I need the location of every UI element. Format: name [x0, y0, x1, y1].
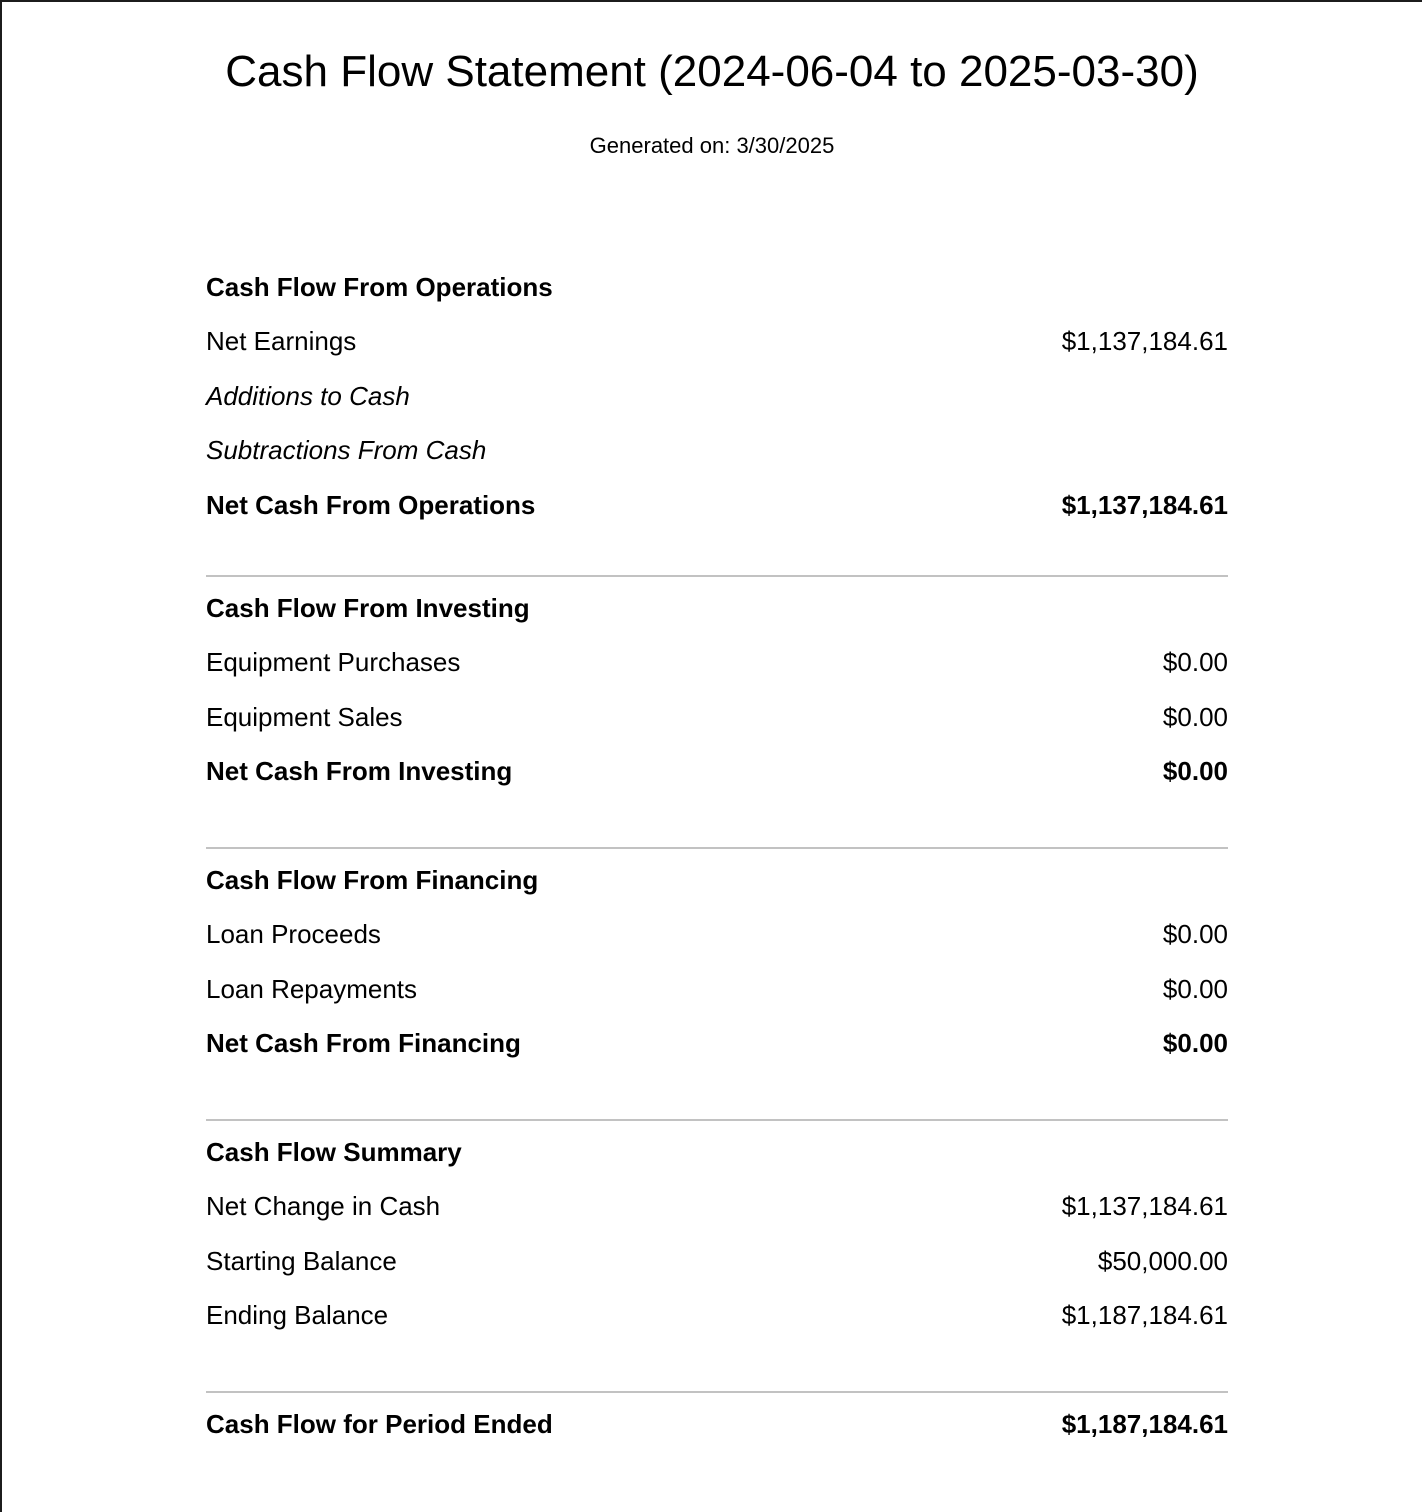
section-heading — [206, 260, 1228, 315]
section-heading — [206, 853, 1228, 908]
line-item — [206, 690, 1228, 745]
summary-section — [206, 1125, 1228, 1343]
line-item-label: Equipment Purchases — [206, 647, 461, 678]
section-divider — [206, 1119, 1228, 1121]
section-total-label: Net Cash From Operations — [206, 489, 536, 520]
line-item-amount: $50,000.00 — [1097, 1245, 1228, 1276]
financing-section — [206, 853, 1228, 1071]
section-heading-label: Cash Flow From Financing — [206, 864, 539, 895]
line-item-amount: $1,137,184.61 — [1061, 326, 1228, 357]
line-item — [206, 1234, 1228, 1289]
section-total — [206, 1017, 1228, 1072]
line-item-amount: $1,137,184.61 — [1061, 1191, 1228, 1222]
subheading-row — [206, 369, 1228, 424]
section-heading-label: Cash Flow Summary — [206, 1136, 462, 1167]
investing-section — [206, 581, 1228, 799]
final-total-section — [206, 1397, 1228, 1452]
line-item-label: Net Change in Cash — [206, 1191, 441, 1222]
line-item — [206, 962, 1228, 1017]
line-item-label: Starting Balance — [206, 1245, 397, 1276]
subheading-label: Subtractions From Cash — [206, 435, 487, 466]
line-item — [206, 315, 1228, 370]
final-total-amount: $1,187,184.61 — [1061, 1408, 1228, 1439]
line-item-label: Net Earnings — [206, 326, 357, 357]
section-divider — [206, 847, 1228, 849]
subheading-label: Additions to Cash — [206, 380, 410, 411]
page-title: Cash Flow Statement (2024-06-04 to 2025-03-30) — [225, 47, 1199, 96]
subheading-row — [206, 424, 1228, 479]
line-item-label: Ending Balance — [206, 1300, 389, 1331]
section-total-amount: $0.00 — [1162, 1028, 1228, 1059]
section-total — [206, 745, 1228, 800]
line-item-label: Equipment Sales — [206, 701, 403, 732]
line-item-amount: $1,187,184.61 — [1061, 1300, 1228, 1331]
final-total — [206, 1397, 1228, 1452]
line-item-label: Loan Proceeds — [206, 919, 381, 950]
line-item-amount: $0.00 — [1162, 647, 1228, 678]
final-total-label: Cash Flow for Period Ended — [206, 1408, 553, 1439]
section-total-amount: $1,137,184.61 — [1061, 489, 1228, 520]
line-item-amount: $0.00 — [1162, 701, 1228, 732]
section-total-amount: $0.00 — [1162, 756, 1228, 787]
line-item — [206, 1289, 1228, 1344]
section-heading-label: Cash Flow From Operations — [206, 271, 553, 302]
section-total — [206, 478, 1228, 533]
section-total-label: Net Cash From Investing — [206, 756, 513, 787]
line-item-amount: $0.00 — [1162, 919, 1228, 950]
section-divider — [206, 1391, 1228, 1393]
line-item — [206, 636, 1228, 691]
section-heading-label: Cash Flow From Investing — [206, 592, 530, 623]
operations-section — [206, 260, 1228, 533]
generated-date: Generated on: 3/30/2025 — [589, 133, 835, 158]
line-item — [206, 908, 1228, 963]
line-item-label: Loan Repayments — [206, 973, 418, 1004]
section-divider — [206, 575, 1228, 577]
section-heading — [206, 581, 1228, 636]
line-item-amount: $0.00 — [1162, 973, 1228, 1004]
section-total-label: Net Cash From Financing — [206, 1028, 521, 1059]
line-item — [206, 1180, 1228, 1235]
section-heading — [206, 1125, 1228, 1180]
